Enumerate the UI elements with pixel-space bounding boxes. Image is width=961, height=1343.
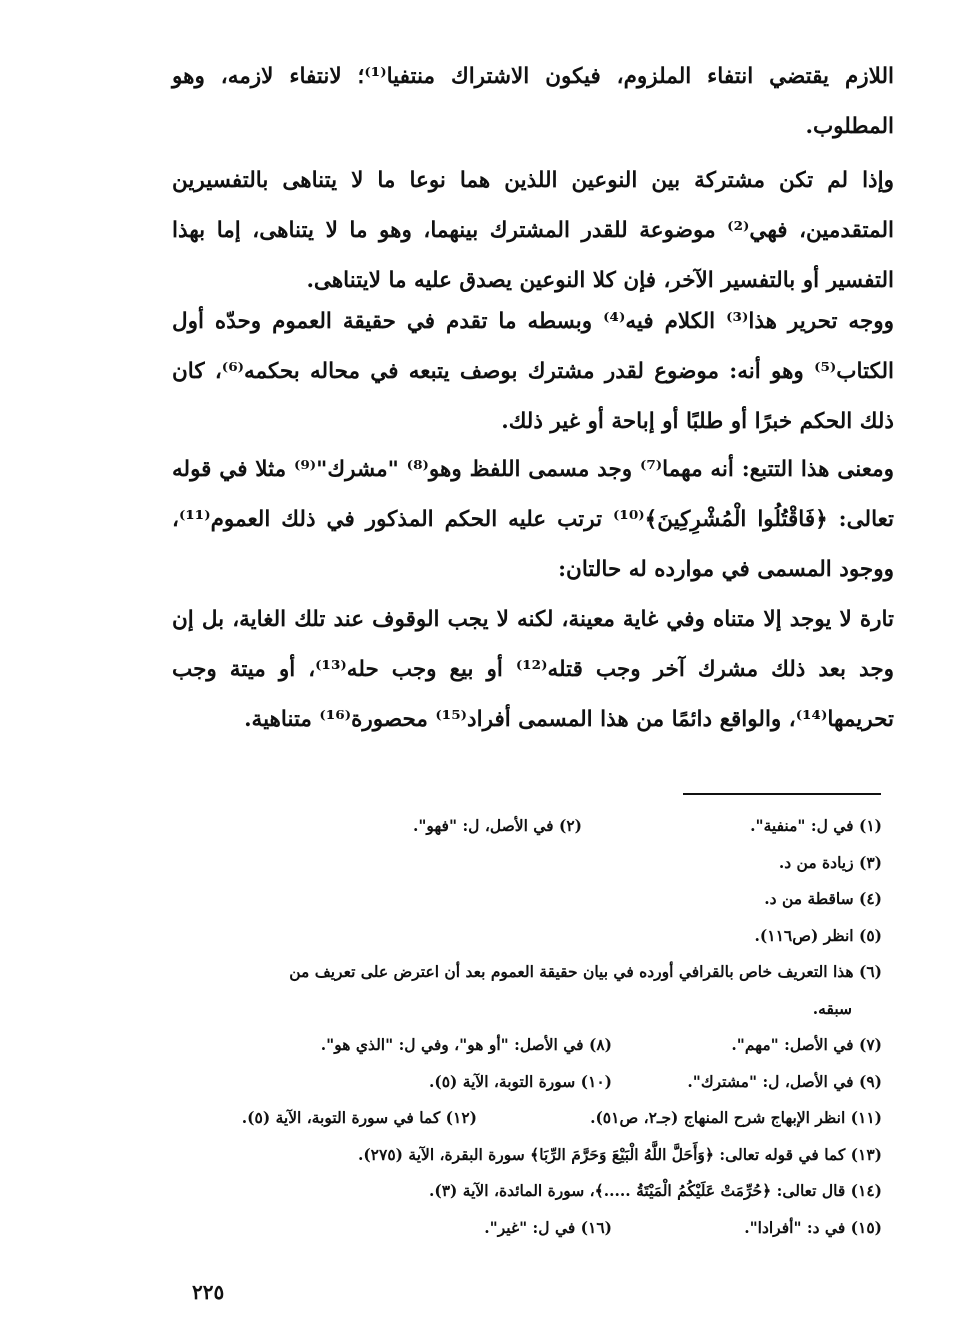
- paragraph-1-text: اللازم يقتضي انتفاء الملزوم، فيكون الاشتراك منتفيا⁽¹⁾؛ لانتفاء لازمه، وهو المطلوب.: [172, 64, 895, 139]
- footnote: (١) في ل: "منفية".: [750, 816, 882, 835]
- footnote: (٧) في الأصل: "مهم".: [731, 1035, 882, 1054]
- footnote-row: [170, 1027, 882, 1064]
- paragraph-3-text: ووجه تحرير هذا⁽³⁾ الكلام فيه⁽⁴⁾ وبسطه ما تقدم في حقيقة العموم وحدّه أول الكتاب⁽⁵⁾ وهو أنه: موضوع لقدر مشترك بوصف يتبعه في محاله بحكمه⁽⁶⁾، كان ذلك الحكم خبرًا أو طلبًا أو إباحة أو غير ذلك.: [172, 309, 895, 434]
- footnote-row: [170, 845, 882, 882]
- footnote: (١٤) قال تعالى: ﴿حُرِّمَتْ عَلَيْكُمُ الْمَيْتَةُ .....﴾، سورة المائدة، الآية (٣).: [428, 1181, 882, 1200]
- footnote-row: [170, 1210, 882, 1247]
- footnote-row: [170, 1064, 882, 1101]
- footnote-row: [170, 1173, 882, 1210]
- paragraph-3: [172, 297, 894, 447]
- footnote: (١١) انظر الإبهاج شرح المنهاج (جـ٢، ص٥١).: [590, 1108, 882, 1127]
- paragraph-1: [172, 52, 894, 152]
- footnote-row: [170, 1100, 882, 1137]
- footnote: (١٦) في ل: "غير".: [484, 1217, 612, 1237]
- footnote: (٦) هذا التعريف خاص بالقرافي أورده في بيان حقيقة العموم بعد أن اعترض على تعريف من: [289, 962, 882, 981]
- footnote: (٣) زيادة من د.: [778, 852, 882, 872]
- footnote-continuation: سبقه.: [812, 998, 852, 1018]
- footnote: (٢) في الأصل، ل: "فهو".: [412, 816, 582, 835]
- footnote-row: [170, 954, 882, 991]
- footnote-row: [170, 808, 882, 845]
- footnote: (١٥) في د: "أفرادا".: [744, 1217, 882, 1237]
- footnote: (٩) في الأصل، ل: "مشترك".: [687, 1071, 882, 1091]
- footnote: (١٢) كما في سورة التوبة، الآية (٥).: [241, 1108, 477, 1127]
- footnotes: [170, 808, 882, 1246]
- footnote: (١٣) كما في قوله تعالى: ﴿وَأَحَلَّ اللَّهُ الْبَيْعَ وَحَرَّمَ الرِّبَا﴾ سورة البقرة، الآية (٢٧٥).: [357, 1144, 882, 1164]
- footnote-row: [170, 881, 882, 918]
- paragraph-2-text: وإذا لم تكن مشتركة بين النوعين اللذين هما نوعا ما لا يتناهى بالتفسيرين المتقدمين، فهي⁽²⁾ موضوعة للقدر المشترك بينهما، وهو ما لا يتناهى، إما بهذا التفسير أو بالتفسير الآخر، فإن كلا النوعين يصدق عليه ما لايتناهى.: [172, 168, 894, 293]
- paragraph-4-text: ومعنى هذا التتبع: أنه مهما⁽⁷⁾ وجد مسمى اللفظ وهو⁽⁸⁾ "مشرك"⁽⁹⁾ مثلا في قوله تعالى: ﴿فَاقْتُلُوا الْمُشْرِكِينَ﴾⁽¹⁰⁾ ترتب عليه الحكم المذكور في ذلك العموم⁽¹¹⁾، ووجود المسمى في موارده له حالتان:: [172, 457, 894, 582]
- paragraph-4: [172, 445, 894, 595]
- footnote-row: [170, 918, 882, 955]
- footnote-row: [170, 991, 882, 1028]
- footnote: (٥) انظر (ص١١٦).: [754, 925, 882, 945]
- footnote: (١٠) سورة التوبة، الآية (٥).: [428, 1071, 612, 1091]
- footnote-separator: [683, 793, 881, 795]
- footnote-row: [170, 1137, 882, 1174]
- paragraph-5: [172, 595, 894, 745]
- footnote: (٤) ساقطة من د.: [764, 889, 882, 908]
- page-number: ٢٢٥: [192, 1280, 225, 1304]
- paragraph-2: [172, 156, 894, 306]
- paragraph-5-text: تارة لا يوجد إلا متناه وفي غاية معينة، لكنه لا يجب الوقوف عند تلك الغاية، بل إن وجد بعد ذلك مشرك آخر وجب قتله⁽¹²⁾ أو بيع وجب حله⁽¹³⁾، أو ميتة وجب تحريمها⁽¹⁴⁾، والواقع دائمًا من هذا المسمى أفراد⁽¹⁵⁾ محصورة⁽¹⁶⁾ متناهية.: [172, 607, 894, 732]
- footnote: (٨) في الأصل: "أو هو"، وفي ل: "الذي هو".: [320, 1035, 612, 1054]
